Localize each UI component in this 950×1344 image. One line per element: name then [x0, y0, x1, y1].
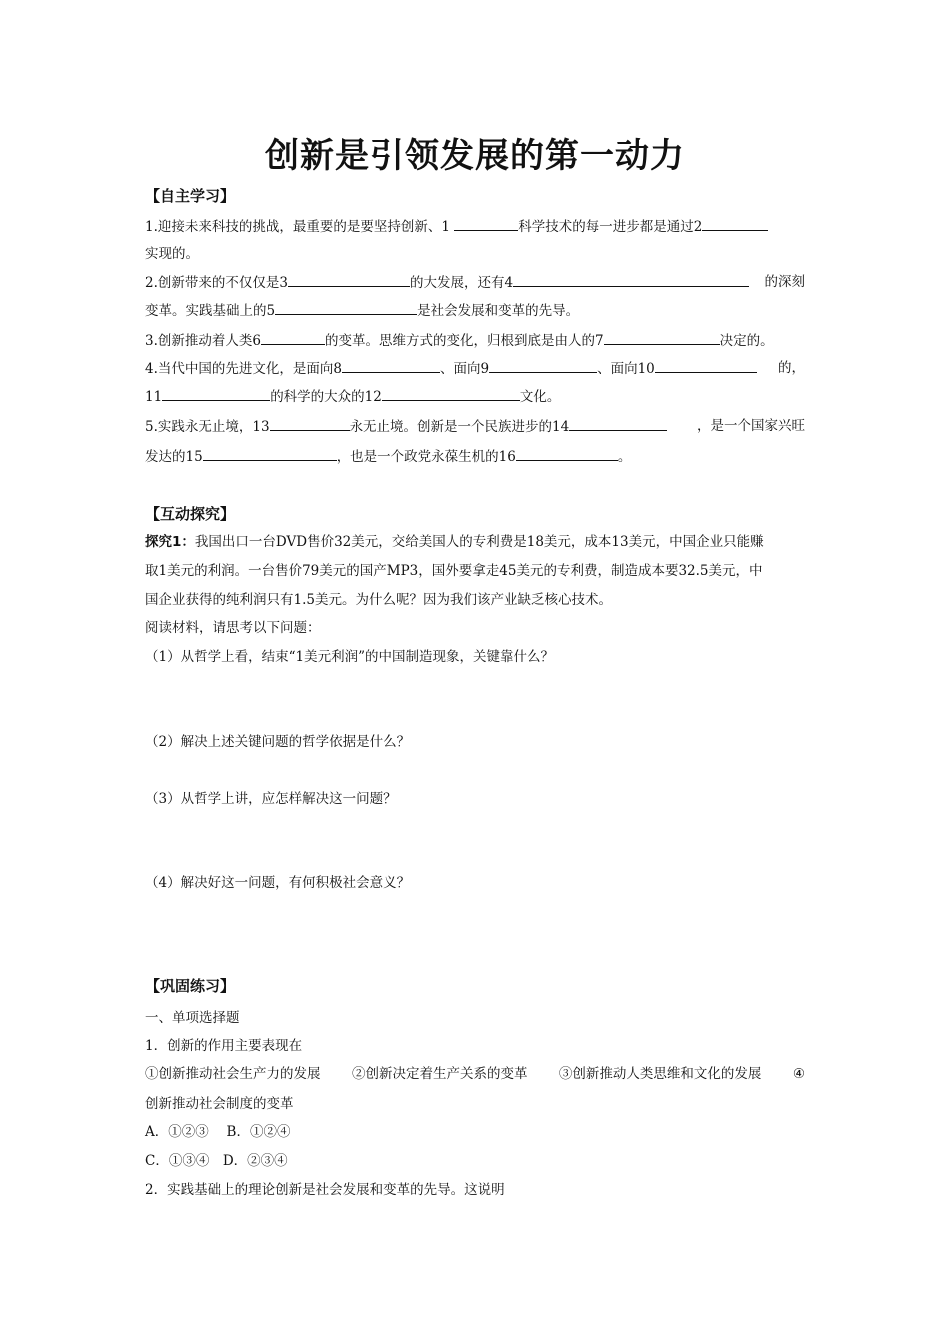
section-heading-practice: 【巩固练习】 [145, 977, 236, 995]
option-item-2: ②创新决定着生产关系的变革 [351, 1066, 528, 1082]
explore-paragraph-line-1 [145, 532, 805, 552]
q5-text-d: 发达的15 [145, 449, 203, 465]
question-2-line-2 [145, 300, 805, 321]
q3-text-c: 决定的。 [719, 333, 774, 349]
blank-15 [203, 446, 337, 461]
explore-question-4: （4）解决好这一问题，有何积极社会意义？ [145, 875, 411, 891]
blank-5 [275, 300, 417, 315]
explore-paragraph-line-2: 取1美元的利润。一台售价79美元的国产MP3，国外要拿走45美元的专利费，制造成本要32.5美元，中 [145, 563, 763, 579]
q2-text-b: 的大发展，还有4 [409, 275, 514, 291]
q4-text-c: 、面向10 [597, 361, 655, 377]
q2-text-e: 是社会发展和变革的先导。 [417, 303, 580, 319]
blank-6 [261, 330, 325, 345]
explore-question-3: （3）从哲学上讲，应怎样解决这一问题？ [145, 791, 397, 807]
explore-label: 探究1： [145, 534, 195, 550]
blank-4 [513, 272, 749, 287]
explore-paragraph-line-3: 国企业获得的纯利润只有1.5美元。为什么呢？因为我们该产业缺乏核心技术。 [145, 592, 612, 608]
q4-text-e: 11 [145, 389, 163, 405]
q5-text-c: ，是一个国家兴旺 [697, 418, 805, 434]
q5-text-f: 。 [617, 449, 632, 465]
blank-9 [489, 358, 597, 373]
blank-2 [702, 216, 768, 231]
option-item-1: ①创新推动社会生产力的发展 [145, 1066, 321, 1082]
q2-text-a: 2.创新带来的不仅仅是3 [145, 275, 288, 291]
blank-13 [270, 416, 350, 431]
option-item-3: ③创新推动人类思维和文化的发展 [558, 1066, 762, 1082]
blank-8 [342, 358, 440, 373]
section-heading-self-study: 【自主学习】 [145, 187, 236, 205]
question-4-line-2 [145, 386, 805, 407]
q4-text-d: 的， [778, 360, 805, 376]
question-3-line [145, 330, 805, 351]
blank-12 [382, 386, 520, 401]
blank-10 [655, 358, 757, 373]
explore-text-1: 我国出口一台DVD售价32美元，交给美国人的专利费是18美元，成本13美元，中国企业只能赚 [194, 534, 764, 550]
practice-q1-options-line-1 [145, 1064, 805, 1084]
choice-cd: C．①③④ D．②③④ [145, 1153, 288, 1169]
q4-text-f: 的科学的大众的12 [270, 389, 382, 405]
question-5-line-1 [145, 416, 805, 437]
blank-14 [569, 416, 667, 431]
practice-subheading: 一、单项选择题 [145, 1010, 240, 1026]
q3-text-a: 3.创新推动着人类6 [145, 333, 261, 349]
q5-text-b: 永无止境。创新是一个民族进步的14 [349, 419, 570, 435]
q1-text-a: 1.迎接未来科技的挑战，最重要的是要坚持创新、1 [145, 219, 455, 235]
q4-text-b: 、面向9 [439, 361, 490, 377]
explore-question-1: （1）从哲学上看，结束“1美元利润”的中国制造现象，关键靠什么？ [145, 649, 554, 665]
q4-text-g: 文化。 [519, 389, 561, 405]
practice-question-1: 1．创新的作用主要表现在 [145, 1038, 303, 1054]
blank-1 [454, 216, 518, 231]
question-4-line-1 [145, 358, 805, 379]
practice-q1-options-line-2: 创新推动社会制度的变革 [145, 1096, 294, 1112]
reading-prompt: 阅读材料，请思考以下问题： [145, 620, 321, 636]
q5-text-e: ，也是一个政党永葆生机的16 [336, 449, 516, 465]
q2-text-c: 的深刻 [764, 274, 805, 290]
option-item-4-marker: ④ [792, 1066, 805, 1082]
explore-question-2: （2）解决上述关键问题的哲学依据是什么？ [145, 734, 411, 750]
blank-11 [162, 386, 270, 401]
blank-7 [604, 330, 720, 345]
q5-text-a: 5.实践永无止境，13 [145, 419, 270, 435]
question-1-line-2: 实现的。 [145, 246, 199, 262]
section-heading-interactive: 【互动探究】 [145, 505, 236, 523]
q1-text-b: 科学技术的每一进步都是通过2 [518, 219, 703, 235]
q2-text-d: 变革。实践基础上的5 [145, 303, 276, 319]
q3-text-b: 的变革。思维方式的变化，归根到底是由人的7 [324, 333, 604, 349]
practice-question-2: 2．实践基础上的理论创新是社会发展和变革的先导。这说明 [145, 1182, 505, 1198]
choice-ab: A．①②③ B．①②④ [145, 1124, 291, 1140]
question-1-line-1 [145, 216, 805, 237]
blank-3 [288, 272, 410, 287]
question-2-line-1 [145, 272, 805, 293]
question-5-line-2 [145, 446, 805, 467]
page-title: 创新是引领发展的第一动力 [265, 136, 685, 176]
blank-16 [516, 446, 618, 461]
q4-text-a: 4.当代中国的先进文化，是面向8 [145, 361, 342, 377]
